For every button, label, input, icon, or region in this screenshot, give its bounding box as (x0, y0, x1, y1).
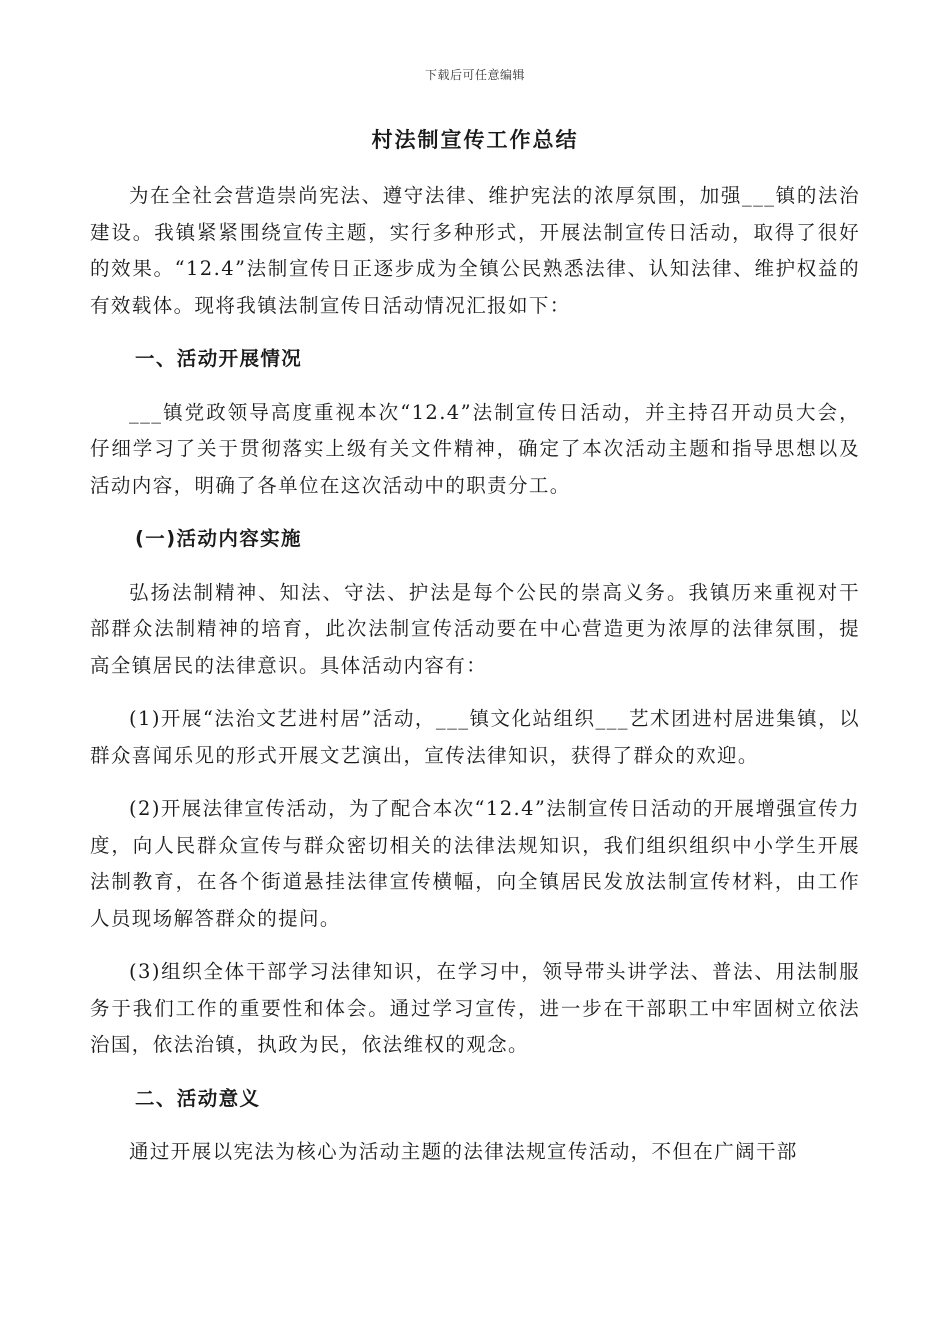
paragraph-item-3: (3)组织全体干部学习法律知识，在学习中，领导带头讲学法、普法、用法制服务于我们工作的重要性和体会。通过学习宣传，进一步在干部职工中牢固树立依法治国，依法治镇，执政为民，依法维权的观念。 (90, 960, 860, 1056)
paragraph-item-1: (1)开展“法治文艺进村居”活动，___镇文化站组织___艺术团进村居进集镇，以群众喜闻乐见的形式开展文艺演出，宣传法律知识，获得了群众的欢迎。 (90, 707, 860, 767)
paragraph-significance: 通过开展以宪法为核心为活动主题的法律法规宣传活动，不但在广阔干部 (129, 1140, 798, 1163)
section-heading-1: 一、活动开展情况 (135, 347, 303, 370)
paragraph-leadership: ___镇党政领导高度重视本次“12.4”法制宣传日活动，并主持召开动员大会，仔细学习了关于贯彻落实上级有关文件精神，确定了本次活动主题和指导思想以及活动内容，明确了各单位在这次活动中的职责分工。 (90, 400, 860, 497)
document-body (90, 178, 860, 1188)
paragraph-item-2: (2)开展法律宣传活动，为了配合本次“12.4”法制宣传日活动的开展增强宣传力度，向人民群众宣传与群众密切相关的法律法规知识，我们组织组织中小学生开展法制教育，在各个街道悬挂法律宣传横幅，向全镇居民发放法制宣传材料，由工作人员现场解答群众的提问。 (90, 797, 860, 930)
paragraph-intro: 为在全社会营造崇尚宪法、遵守法律、维护宪法的浓厚氛围，加强___镇的法治建设。我镇紧紧围绕宣传主题，实行多种形式，开展法制宣传日活动，取得了很好的效果。“12.4”法制宣传日正逐步成为全镇公民熟悉法律、认知法律、维护权益的有效载体。现将我镇法制宣传日活动情况汇报如下： (90, 184, 860, 317)
paragraph-content-intro: 弘扬法制精神、知法、守法、护法是每个公民的崇高义务。我镇历来重视对干部群众法制精神的培育，此次法制宣传活动要在中心营造更为浓厚的法律氛围，提高全镇居民的法律意识。具体活动内容有： (90, 580, 860, 677)
document-title: 村法制宣传工作总结 (371, 128, 579, 152)
subsection-heading-1: (一)活动内容实施 (135, 527, 302, 550)
header-note: 下载后可任意编辑 (424, 68, 525, 82)
section-heading-2: 二、活动意义 (135, 1086, 261, 1110)
